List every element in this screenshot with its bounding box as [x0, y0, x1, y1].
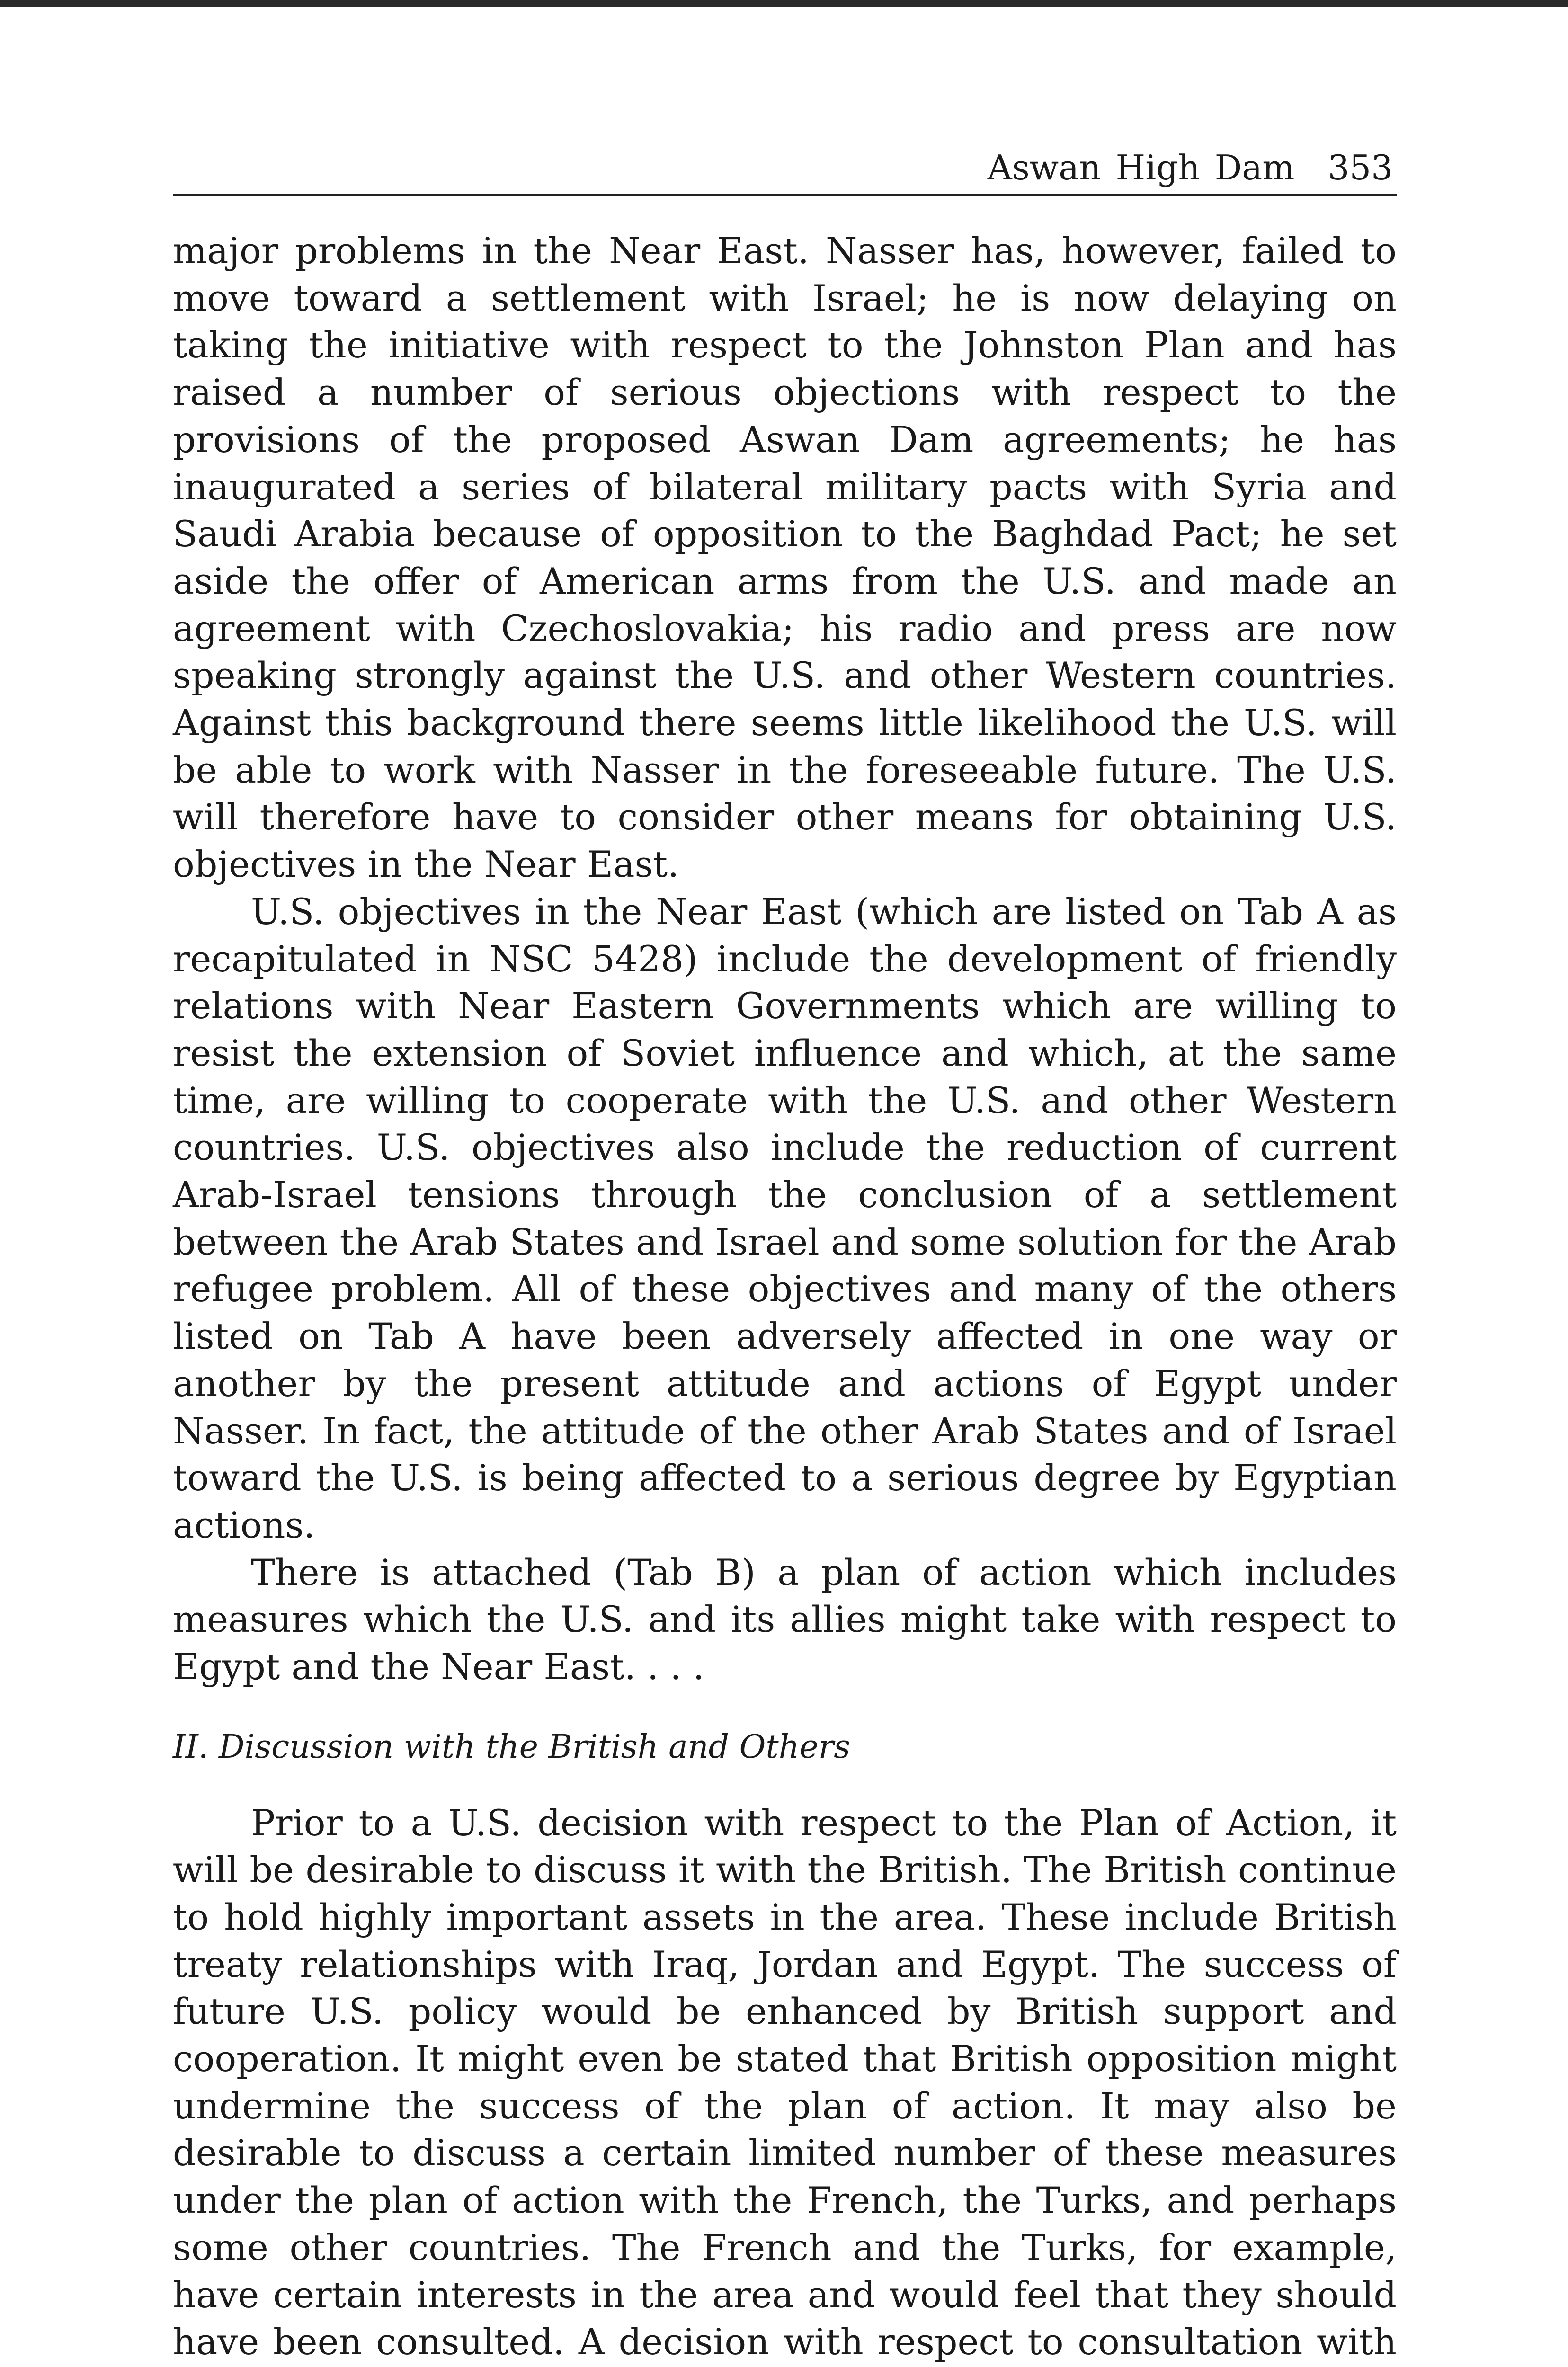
paragraph-discussion-british: Prior to a U.S. decision with respect to the Plan of Action, it will be desirable to discuss it with the British. The British continue to hold highly important assets in the area. These include British treaty relationships with Iraq, Jordan and Egypt. The success of future U.S. policy would be enhanced by British support and cooperation. It might even be stated that British opposition might undermine the success of the plan of action. It may also be desirable to discuss a certain limited number of these measures under the plan of action with the French, the Turks, and perhaps some other countries. The French and the Turks, for example, have certain interests in the area and would feel that they should have been consulted. A decision with respect to consultation with — [173, 1801, 1397, 2363]
top-border-rule — [0, 0, 1568, 7]
paragraph-continued: major problems in the Near East. Nasser has, however, failed to move toward a settlement with Israel; he is now delaying on taking the initiative with respect to the Johnston Plan and has raised a number of serious objections with respect to the provisions of the proposed Aswan Dam agreements; he has inaugurated a series of bilateral military pacts with Syria and Saudi Arabia because of opposition to the Baghdad Pact; he set aside the offer of American arms from the U.S. and made an agreement with Czechoslovakia; his radio and press are now speaking strongly against the U.S. and other Western countries. Against this background there seems little likelihood the U.S. will be able to work with Nasser in the foreseeable future. The U.S. will therefore have to consider other means for obtaining U.S. objectives in the Near East. — [173, 230, 1397, 886]
header-text — [988, 148, 1393, 187]
page-number: 353 — [1327, 148, 1393, 187]
running-title: Aswan High Dam — [987, 148, 1295, 187]
paragraph-plan-of-action: There is attached (Tab B) a plan of action which includes measures which the U.S. and its allies might take with respect to Egypt and the Near East. . . . — [173, 1551, 1397, 1688]
running-header — [173, 137, 1397, 196]
section-heading: II. Discussion with the British and Others — [173, 1728, 851, 1766]
paragraph-objectives: U.S. objectives in the Near East (which are listed on Tab A as recapitulated in NSC 5428) include the development of friendly relations with Near Eastern Governments which are willing to resist the extension of Soviet influence and which, at the same time, are willing to cooperate with the U.S. and other Western countries. U.S. objectives also include the reduction of current Arab-Israel tensions through the conclusion of a settlement between the Arab States and Israel and some solution for the Arab refugee problem. All of these objectives and many of the others listed on Tab A have been adversely affected in one way or another by the present attitude and actions of Egypt under Nasser. In fact, the attitude of the other Arab States and of Israel toward the U.S. is being affected to a serious degree by Egyptian actions. — [173, 890, 1397, 1546]
page-body — [173, 227, 1397, 2367]
